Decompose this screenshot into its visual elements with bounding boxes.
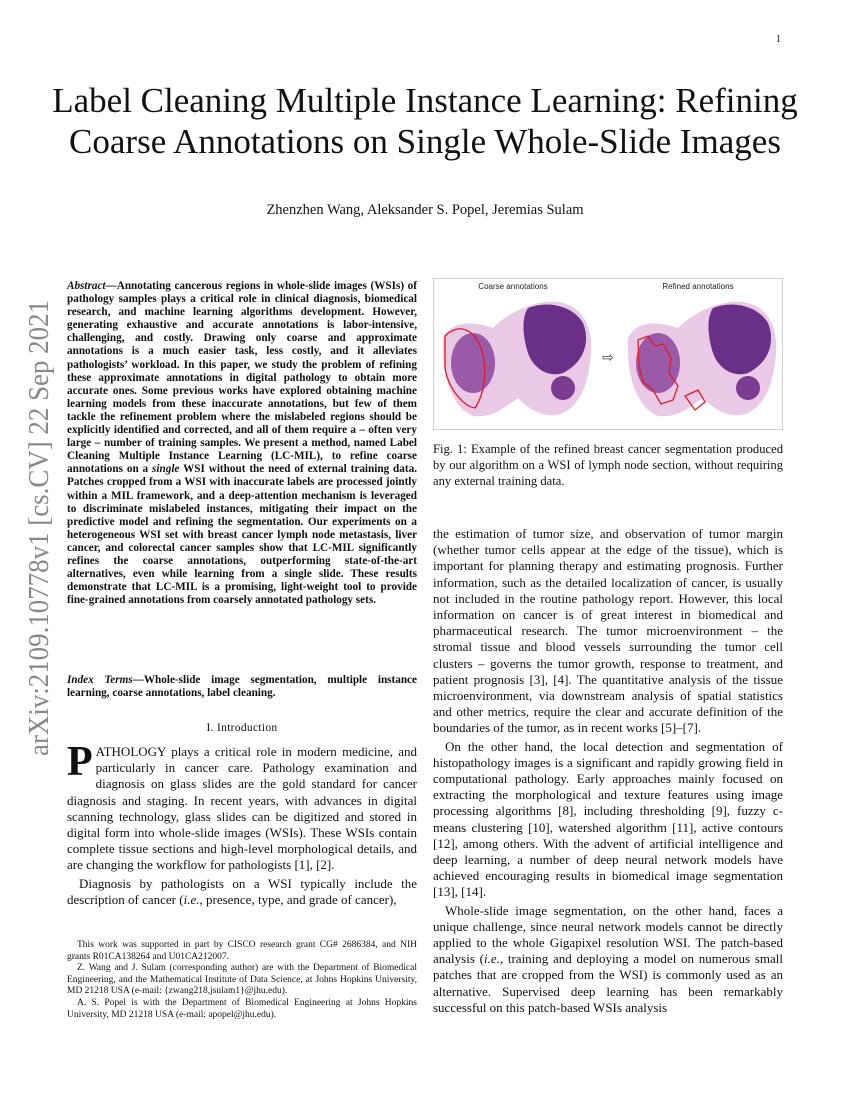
right-paragraph-3 <box>433 903 783 1016</box>
abstract-text-1: —Annotating cancerous regions in whole-slide images (WSIs) of pathology samples plays a critical role in clinical diagnosis, biomedical research, and machine learning algorithms development. However, generating exhaustive and accurate annotations is labor-intensive, challenging, and costly. Drawing only coarse and approximate annotations is a much easier task, less costly, and it alleviates pathologists’ workload. In this paper, we study the problem of refining these approximate annotations in digital pathology to obtain more accurate ones. Some previous works have explored obtaining machine learning models from these inaccurate annotations, but few of them tackle the refinement problem where the mislabeled regions should be explicitly identified and corrected, and all of them require a – often very large – number of training samples. We present a method, named Label Cleaning Multiple Instance Learning (LC-MIL), to refine coarse annotations on a <box>67 280 417 476</box>
right-paragraph-2: On the other hand, the local detection and segmentation of histopathology images is a significant and rapidly growing field in computational pathology. Early approaches mainly focused on extracting the morphological and texture features using image processing algorithms [8], including thresholding [9], fuzzy c-means clustering [10], watershed algorithm [11], active contours [12], among others. With the advent of artificial intelligence and deep learning, a number of deep neural network models have achieved encouraging results in biomedical image segmentation [13], [14]. <box>433 738 783 900</box>
intro-p2-b: , presence, type, and grade of cancer), <box>199 891 397 907</box>
figure-left-label: Coarse annotations <box>478 282 548 291</box>
figure-caption: Fig. 1: Example of the refined breast cancer segmentation produced by our algorithm on a WSI of lymph node section, without requiring any external training data. <box>433 442 783 488</box>
introduction <box>67 739 417 908</box>
footnote-affiliation-2: A. S. Popel is with the Department of Biomedical Engineering at Johns Hopkins University, MD 21218 USA (e-mail: apopel@jhu.edu). <box>67 997 417 1020</box>
intro-p2-ie: i.e. <box>183 891 200 907</box>
index-terms-label: Index Terms <box>67 674 133 686</box>
intro-p2-a: Diagnosis by pathologists on a WSI typically include the description of cancer ( <box>67 875 417 907</box>
figure-right-label: Refined annotations <box>662 282 734 291</box>
right-column-text <box>433 526 783 1016</box>
abstract <box>67 280 417 607</box>
dropcap: P <box>67 739 93 785</box>
intro-p1-text: ATHOLOGY plays a critical role in modern medicine, and particularly in cancer care. Pathology examination and diagnosis on glass slides are the gold standard for cancer diagnosis and staging. In recent years, with advances in digital scanning technology, glass slides can be digitized and stored in digital form into whole-slide images (WSIs). These WSIs contain complete tissue sections and high-level morphological details, and are changing the workflow for pathologists [1], [2]. <box>67 744 417 873</box>
footnote-funding: This work was supported in part by CISCO research grant CG# 2686384, and NIH grants R01CA138264 and U01CA212007. <box>67 940 417 962</box>
right-p3-b: , training and deploying a model on numerous small patches that are cropped from the WSI) is commonly used as an alternative. Supervised deep learning has been remarkably successful on this patch-based WSIs analysis <box>433 951 783 1015</box>
paper-title: Label Cleaning Multiple Instance Learning: Refining Coarse Annotations on Single Whole-Slide Images <box>52 81 798 161</box>
section-heading: I. Introduction <box>206 722 278 734</box>
right-p3-ie: i.e. <box>483 951 500 967</box>
index-terms <box>67 674 417 700</box>
arrow-icon: ⇨ <box>602 350 614 366</box>
figure-1 <box>433 278 783 430</box>
abstract-label: Abstract <box>67 280 106 292</box>
abstract-emphasis: single <box>152 463 180 476</box>
page-number: 1 <box>776 34 781 45</box>
arxiv-stamp-text: arXiv:2109.10778v1 [cs.CV] 22 Sep 2021 <box>23 298 55 756</box>
intro-paragraph-1 <box>67 739 417 874</box>
intro-paragraph-2 <box>67 876 417 908</box>
authors: Zhenzhen Wang, Aleksander S. Popel, Jeremias Sulam <box>266 202 584 218</box>
footnotes <box>67 940 417 1021</box>
abstract-text-2: WSI without the need of external training data. Patches cropped from a WSI with inaccurate labels are processed jointly within a MIL framework, and a deep-attention mechanism is leveraged to discriminate mislabeled instances, mitigating their impact on the predictive model and refining the segmentation. Our experiments on a heterogeneous WSI set with breast cancer lymph node metastasis, liver cancer, and colorectal cancer samples show that LC-MIL significantly refines the coarse annotations, outperforming state-of-the-art alternatives, even while learning from a single slide. These results demonstrate that LC-MIL is a promising, light-weight tool to provide fine-grained annotations from coarsely annotated pathology sets. <box>67 463 417 607</box>
right-paragraph-1: the estimation of tumor size, and observation of tumor margin (whether tumor cells appear at the edge of the tissue), which is important for planning therapy and estimating prognosis. Further information, such as the detailed localization of cancer, is usually not included in the routine pathology report. However, this local information on cancer is of great interest in biomedical and pharmaceutical research. The tumor microenvironment – the stromal tissue and blood vessels surrounding the tumor cell clusters – governs the tumor growth, response to treatment, and patient prognosis [3], [4]. The quantitative analysis of the tissue microenvironment, via downstream analysis of spatial statistics and other metrics, require the clear and accurate definition of the boundaries of the tumor, as in recent works [5]–[7]. <box>433 526 783 736</box>
footnote-affiliation-1: Z. Wang and J. Sulam (corresponding author) are with the Department of Biomedical Engineering, and the Mathematical Institute of Data Science, at Johns Hopkins University, MD 21218 USA (e-mail: {zwang218,jsulam1}@jhu.edu). <box>67 963 417 997</box>
index-terms-text: —Whole-slide image segmentation, multiple instance learning, coarse annotations, label cleaning. <box>67 674 417 700</box>
arxiv-stamp <box>8 298 60 758</box>
right-p3-a: Whole-slide image segmentation, on the other hand, faces a unique challenge, since neural network models cannot be directly applied to the whole Gigapixel resolution WSI. The patch-based analysis ( <box>433 902 783 967</box>
